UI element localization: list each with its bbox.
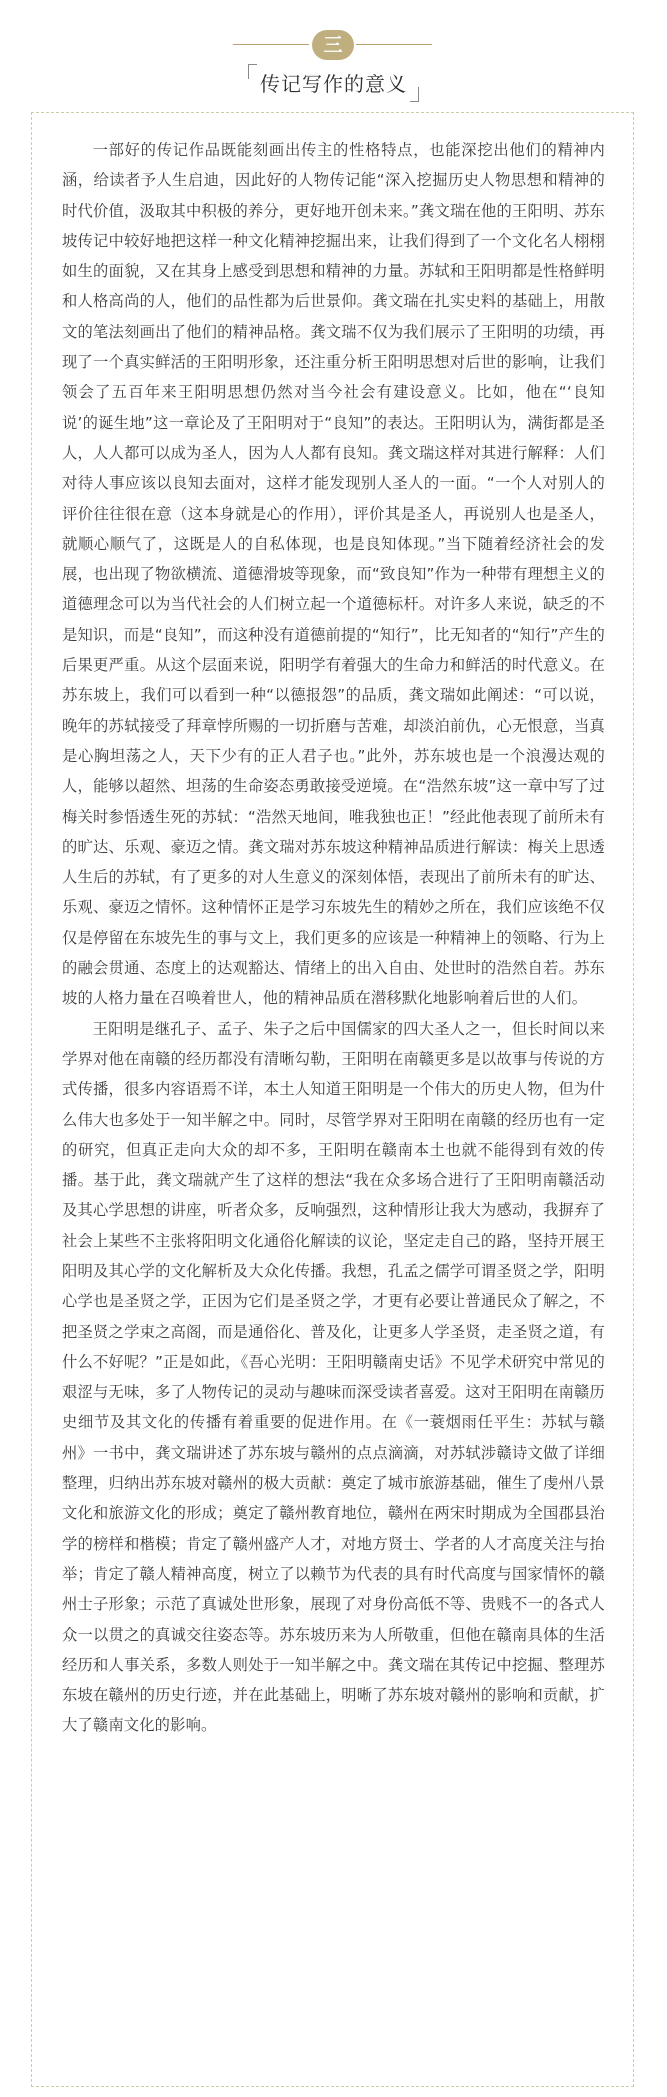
section-title-wrap <box>0 64 667 102</box>
paragraph-1: 一部好的传记作品既能刻画出传主的性格特点，也能深挖出他们的精神内涵，给读者予人生启迪，因此好的人物传记能“深入挖掘历史人物思想和精神的时代价值，汲取其中积极的养分，更好地开创未来。”龚文瑞在他的王阳明、苏东坡传记中较好地把这样一种文化精神挖掘出来，让我们得到了一个文化名人栩栩如生的面貌，又在其身上感受到思想和精神的力量。苏轼和王阳明都是性格鲜明和人格高尚的人，他们的品性都为后世景仰。龚文瑞在扎实史料的基础上，用散文的笔法刻画出了他们的精神品格。龚文瑞不仅为我们展示了王阳明的功绩，再现了一个真实鲜活的王阳明形象，还注重分析王阳明思想对后世的影响，让我们领会了五百年来王阳明思想仍然对当今社会有建设意义。比如，他在“‘良知说’的诞生地”这一章论及了王阳明对于“良知”的表达。王阳明认为，满街都是圣人，人人都可以成为圣人，因为人人都有良知。龚文瑞这样对其进行解释：人们对待人事应该以良知去面对，这样才能发现别人圣人的一面。“一个人对别人的评价往往很在意（这本身就是心的作用），评价其是圣人，再说别人也是圣人，就顺心顺气了，这既是人的自私体现，也是良知体现。”当下随着经济社会的发展，也出现了物欲横流、道德滑坡等现象，而“致良知”作为一种带有理想主义的道德理念可以为当代社会的人们树立起一个道德标杆。对许多人来说，缺乏的不是知识，而是“良知”，而这种没有道德前提的“知行”，比无知者的“知行”产生的后果更严重。从这个层面来说，阳明学有着强大的生命力和鲜活的时代意义。在苏东坡上，我们可以看到一种“以德报怨”的品质，龚文瑞如此阐述：“可以说，晚年的苏轼接受了拜章悖所赐的一切折磨与苦难，却淡泊前仇，心无恨意，当真是心胸坦荡之人，天下少有的正人君子也。”此外，苏东坡也是一个浪漫达观的人，能够以超然、坦荡的生命姿态勇敢接受逆境。在“浩然东坡”这一章中写了过梅关时参悟透生死的苏轼：“浩然天地间，唯我独也正！”经此他表现了前所未有的旷达、乐观、豪迈之情。龚文瑞对苏东坡这种精神品质进行解读：梅关上思透人生后的苏轼，有了更多的对人生意义的深刻体悟，表现出了前所未有的旷达、乐观、豪迈之情怀。这种情怀正是学习东坡先生的精妙之所在，我们应该绝不仅仅是停留在东坡先生的事与文上，我们更多的应该是一种精神上的领略、行为上的融会贯通、态度上的达观豁达、情绪上的出入自由、处世时的浩然自若。苏东坡的人格力量在召唤着世人，他的精神品质在潜移默化地影响着后世的人们。 <box>62 141 605 1008</box>
title-bracket-top-left <box>248 64 257 79</box>
article-body <box>31 112 634 2087</box>
title-bracket-bottom-right <box>410 87 419 102</box>
header-divider-left <box>233 44 309 45</box>
paragraph-2: 王阳明是继孔子、孟子、朱子之后中国儒家的四大圣人之一，但长时间以来学界对他在南赣的经历都没有清晰勾勒，王阳明在南赣更多是以故事与传说的方式传播，很多内容语焉不详，本土人知道王阳明是一个伟大的历史人物，但为什么伟大也多处于一知半解之中。同时，尽管学界对王阳明在南赣的经历也有一定的研究，但真正走向大众的却不多，王阳明在赣南本土也就不能得到有效的传播。基于此，龚文瑞就产生了这样的想法“我在众多场合进行了王阳明南赣活动及其心学思想的讲座，听者众多，反响强烈，这种情形让我大为感动，我摒弃了社会上某些不主张将阳明文化通俗化解读的议论，坚定走自己的路，坚持开展王阳明及其心学的文化解析及大众化传播。我想，孔孟之儒学可谓圣贤之学，阳明心学也是圣贤之学，正因为它们是圣贤之学，才更有必要让普通民众了解之，不把圣贤之学束之高阁，而是通俗化、普及化，让更多人学圣贤，走圣贤之道，有什么不好呢？”正是如此，《吾心光明：王阳明赣南史话》不见学术研究中常见的艰涩与无味，多了人物传记的灵动与趣味而深受读者喜爱。这对王阳明在南赣历史细节及其文化的传播有着重要的促进作用。在《一蓑烟雨任平生：苏轼与赣州》一书中，龚文瑞讲述了苏东坡与赣州的点点滴滴，对苏轼涉赣诗文做了详细整理，归纳出苏东坡对赣州的极大贡献：奠定了城市旅游基础，催生了虔州八景文化和旅游文化的形成；奠定了赣州教育地位，赣州在两宋时期成为全国郡县治学的榜样和楷模；肯定了赣州盛产人才，对地方贤士、学者的人才高度关注与抬举；肯定了赣人精神高度，树立了以赖节为代表的具有时代高度与国家情怀的赣州士子形象；示范了真诚处世形象，展现了对身份高低不等、贵贱不一的各式人众一以贯之的真诚交往姿态等。苏东坡历来为人所敬重，但他在赣南具体的生活经历和人事关系，多数人则处于一知半解之中。龚文瑞在其传记中挖掘、整理苏东坡在赣州的历史行迹，并在此基础上，明晰了苏东坡对赣州的影响和贡献，扩大了赣南文化的影响。 <box>62 1019 605 1735</box>
section-number-badge: 三 <box>312 30 354 60</box>
section-title <box>248 64 419 102</box>
section-title-text: 传记写作的意义 <box>260 72 407 96</box>
section-header <box>0 0 667 110</box>
header-divider-right <box>356 44 432 45</box>
